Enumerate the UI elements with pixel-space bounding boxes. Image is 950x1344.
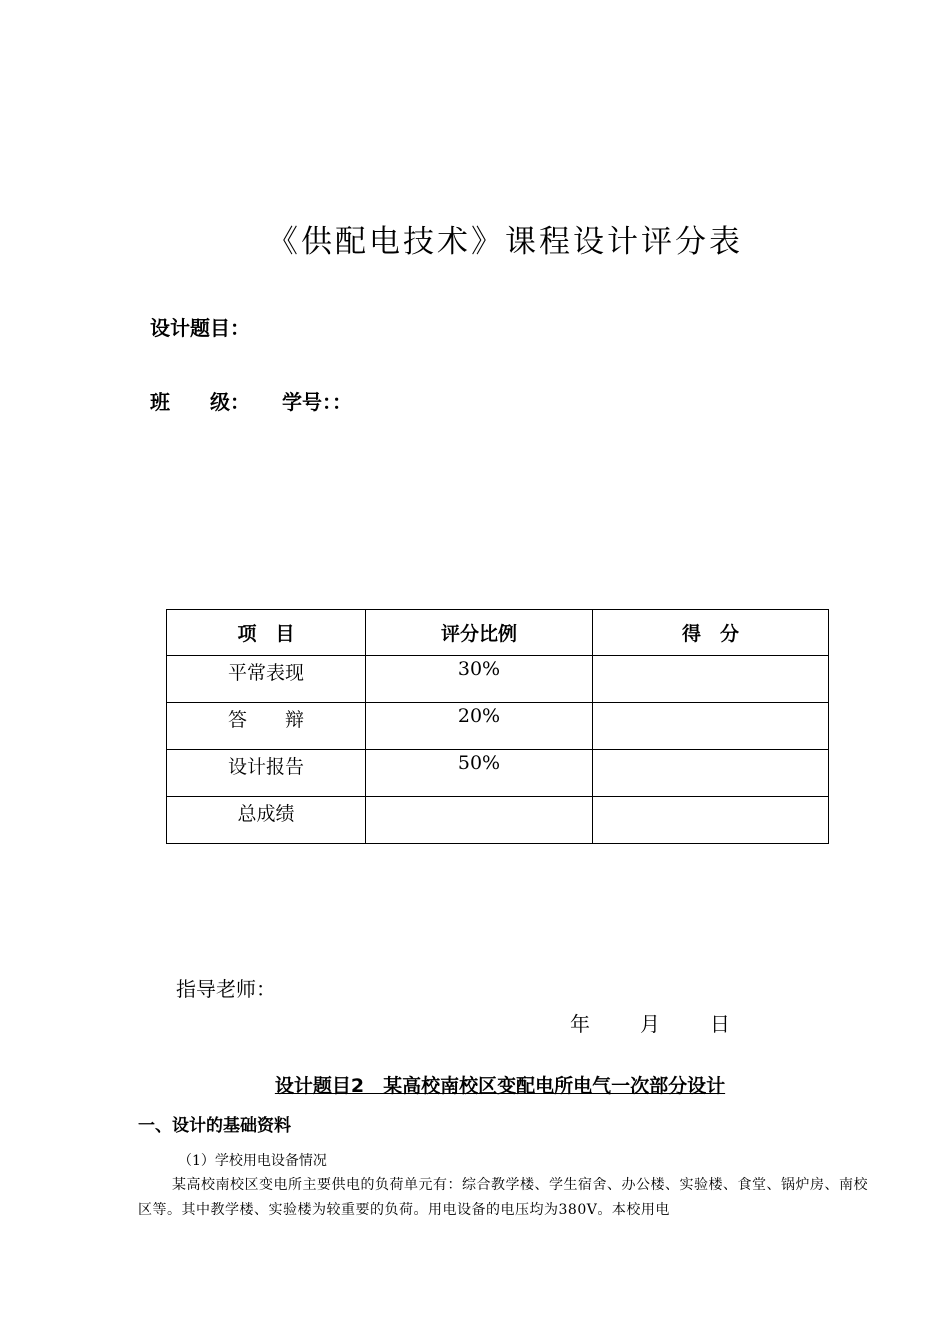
header-score: 得 分: [593, 610, 829, 656]
row-score: [593, 656, 829, 703]
row-ratio: [366, 797, 593, 844]
row-score: [593, 750, 829, 797]
class-label: 班 级：: [150, 390, 250, 414]
table-row: [167, 703, 829, 750]
section-heading: 一、设计的基础资料: [138, 1116, 291, 1136]
table-row: [167, 797, 829, 844]
score-table: [166, 609, 829, 844]
row-score: [593, 703, 829, 750]
row-item: 答 辩: [167, 703, 366, 750]
teacher-label: 指导老师：: [176, 977, 276, 1001]
subsection-heading: （1）学校用电设备情况: [178, 1153, 327, 1169]
row-ratio: 30%: [366, 656, 593, 703]
day-label: 日: [710, 1012, 730, 1036]
class-student-row: [150, 386, 352, 415]
row-item: 平常表现: [167, 656, 366, 703]
design-topic-label: 设计题目：: [150, 316, 250, 340]
design-topic-heading: 设计题目2 某高校南校区变配电所电气一次部分设计: [274, 1075, 726, 1097]
year-label: 年: [570, 1012, 590, 1036]
row-score: [593, 797, 829, 844]
row-item: 设计报告: [167, 750, 366, 797]
body-paragraph: 某高校南校区变电所主要供电的负荷单元有：综合教学楼、学生宿舍、办公楼、实验楼、食堂、锅炉房、南校区等。其中教学楼、实验楼为较重要的负荷。用电设备的电压均为380V。本校用电: [138, 1177, 868, 1218]
row-item: 总成绩: [167, 797, 366, 844]
header-item: 项 目: [167, 610, 366, 656]
row-ratio: 50%: [366, 750, 593, 797]
date-line: [570, 1008, 780, 1037]
student-id-label: 学号：：: [282, 390, 352, 414]
page-title: 《供配电技术》课程设计评分表: [267, 224, 743, 260]
table-row: [167, 750, 829, 797]
table-row: [167, 656, 829, 703]
row-ratio: 20%: [366, 703, 593, 750]
header-ratio: 评分比例: [366, 610, 593, 656]
table-header-row: [167, 610, 829, 656]
month-label: 月: [640, 1012, 660, 1036]
